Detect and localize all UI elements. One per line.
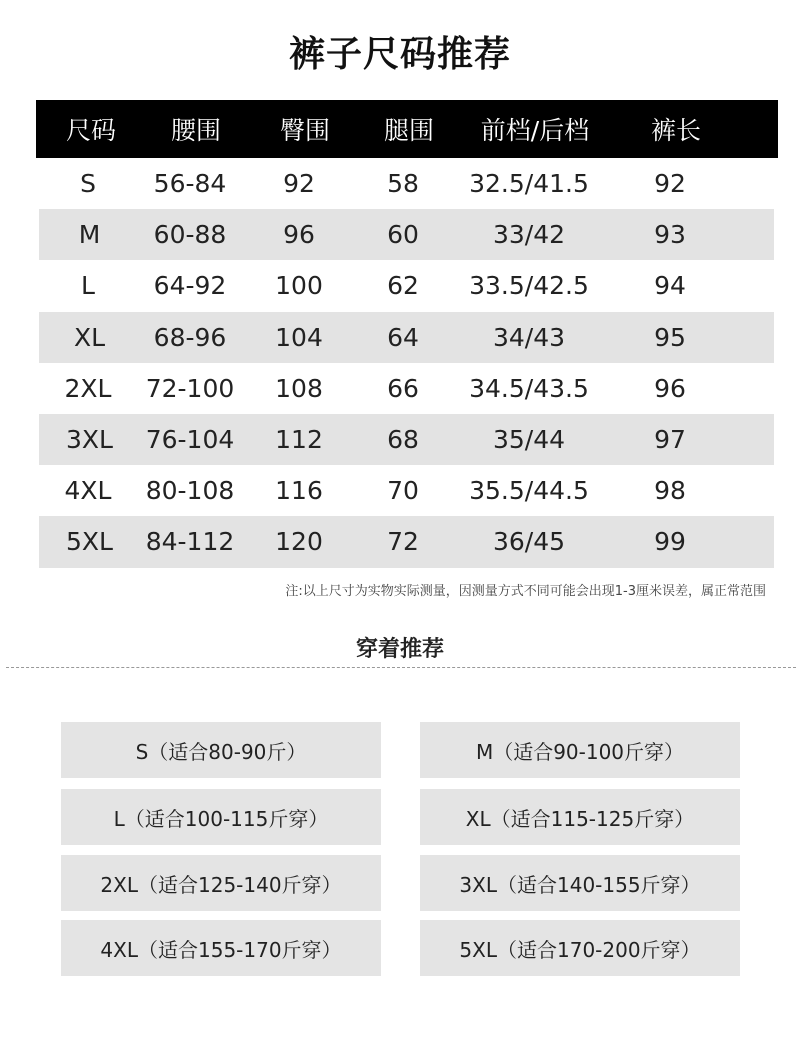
cell-size: 4XL bbox=[64, 476, 112, 506]
cell-hip: 120 bbox=[275, 527, 323, 557]
cell-length: 98 bbox=[654, 476, 686, 506]
cell-thigh: 70 bbox=[387, 476, 419, 506]
cell-thigh: 68 bbox=[387, 425, 419, 455]
measurement-note: 注:以上尺寸为实物实际测量，因测量方式不同可能会出现1-3厘米误差，属正常范围 bbox=[285, 584, 766, 599]
cell-thigh: 58 bbox=[387, 169, 419, 199]
cell-rise: 36/45 bbox=[492, 527, 566, 557]
cell-waist: 80-108 bbox=[145, 476, 235, 506]
cell-hip: 104 bbox=[275, 322, 323, 352]
cell-rise: 34.5/43.5 bbox=[469, 373, 589, 403]
table-row bbox=[39, 516, 774, 567]
recommend-title: 穿着推荐 bbox=[355, 637, 444, 662]
table-row bbox=[36, 260, 778, 311]
cell-waist: 56-84 bbox=[153, 169, 227, 199]
recommend-item: 2XL（适合125-140斤穿） bbox=[61, 855, 381, 911]
cell-rise: 35.5/44.5 bbox=[469, 476, 589, 506]
cell-rise: 33.5/42.5 bbox=[469, 271, 589, 301]
header-rise: 前档/后档 bbox=[480, 116, 590, 145]
cell-hip: 112 bbox=[275, 425, 323, 455]
cell-length: 93 bbox=[654, 220, 686, 250]
cell-size: 5XL bbox=[66, 527, 113, 557]
cell-rise: 35/44 bbox=[492, 425, 566, 455]
cell-length: 92 bbox=[654, 169, 686, 199]
cell-hip: 92 bbox=[283, 169, 315, 199]
header-hip: 臀围 bbox=[279, 116, 330, 145]
header-thigh: 腿围 bbox=[383, 116, 434, 145]
cell-length: 97 bbox=[654, 425, 686, 455]
recommend-item: 4XL（适合155-170斤穿） bbox=[61, 920, 381, 976]
cell-thigh: 66 bbox=[387, 373, 419, 403]
header-length: 裤长 bbox=[650, 116, 701, 145]
cell-length: 99 bbox=[654, 527, 686, 557]
size-table bbox=[36, 100, 778, 568]
cell-waist: 60-88 bbox=[153, 220, 227, 250]
cell-hip: 100 bbox=[275, 271, 323, 301]
dashed-divider bbox=[6, 667, 796, 668]
cell-size: S bbox=[80, 169, 96, 199]
cell-length: 94 bbox=[654, 271, 686, 301]
cell-thigh: 60 bbox=[387, 220, 419, 250]
header-waist: 腰围 bbox=[170, 116, 221, 145]
cell-size: L bbox=[81, 271, 95, 301]
cell-hip: 116 bbox=[275, 476, 323, 506]
cell-thigh: 62 bbox=[387, 271, 419, 301]
header-size: 尺码 bbox=[65, 116, 116, 145]
table-row bbox=[36, 363, 778, 414]
cell-rise: 33/42 bbox=[492, 220, 566, 250]
recommend-item: 5XL（适合170-200斤穿） bbox=[420, 920, 740, 976]
recommend-item: XL（适合115-125斤穿） bbox=[420, 789, 740, 845]
cell-waist: 76-104 bbox=[145, 425, 235, 455]
cell-waist: 84-112 bbox=[145, 527, 235, 557]
table-row bbox=[36, 158, 778, 209]
recommend-item: S（适合80-90斤） bbox=[61, 722, 381, 778]
cell-waist: 64-92 bbox=[153, 271, 227, 301]
cell-size: M bbox=[78, 220, 101, 250]
cell-size: 3XL bbox=[66, 425, 113, 455]
cell-waist: 72-100 bbox=[145, 373, 235, 403]
cell-size: 2XL bbox=[64, 373, 112, 403]
table-header bbox=[36, 100, 778, 158]
table-row bbox=[39, 209, 774, 260]
table-row bbox=[36, 465, 778, 516]
cell-length: 95 bbox=[654, 322, 686, 352]
cell-thigh: 64 bbox=[387, 322, 419, 352]
page-title: 裤子尺码推荐 bbox=[288, 34, 511, 75]
recommend-item: L（适合100-115斤穿） bbox=[61, 789, 381, 845]
table-row bbox=[39, 312, 774, 363]
cell-hip: 96 bbox=[283, 220, 315, 250]
cell-size: XL bbox=[73, 322, 106, 352]
cell-rise: 34/43 bbox=[492, 322, 566, 352]
cell-waist: 68-96 bbox=[153, 322, 227, 352]
table-row bbox=[39, 414, 774, 465]
cell-rise: 32.5/41.5 bbox=[469, 169, 589, 199]
cell-thigh: 72 bbox=[387, 527, 419, 557]
recommend-item: 3XL（适合140-155斤穿） bbox=[420, 855, 740, 911]
recommend-item: M（适合90-100斤穿） bbox=[420, 722, 740, 778]
cell-hip: 108 bbox=[275, 373, 323, 403]
cell-length: 96 bbox=[654, 373, 686, 403]
